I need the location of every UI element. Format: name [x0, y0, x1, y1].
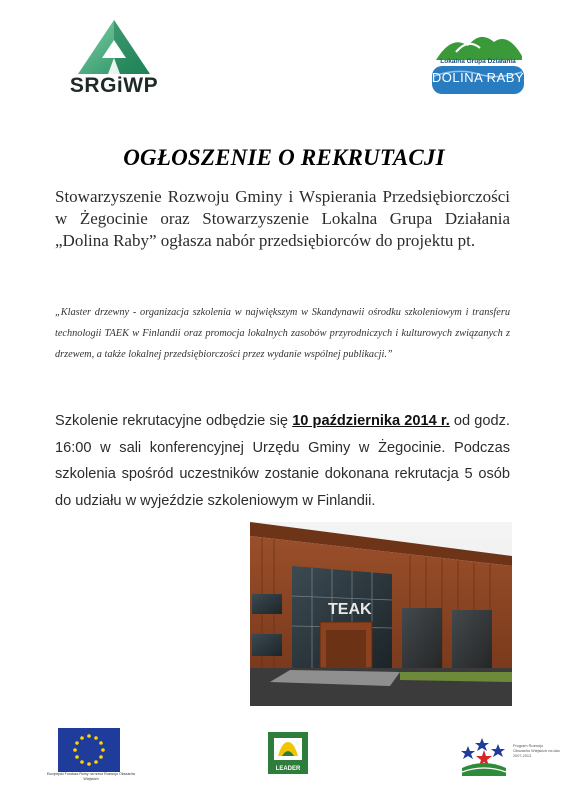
- leader-logo: [268, 732, 308, 774]
- prow-logo: [458, 732, 510, 778]
- project-title-quote: „Klaster drzewny - organizacja szkolenia w największym w Skandynawii ośrodku szkoleniowym i transferu technologii TAEK w Finlandii oraz promocja lokalnych zasobów przyrodniczych i kulturowych związanych z drzewem, a także lokalnej przedsiębiorczości przez wydanie wspólnej publikacji.”: [55, 307, 510, 360]
- leader-icon: [268, 732, 308, 774]
- lgd-logo-big-text: DOLINA RABY: [431, 70, 525, 85]
- details-suffix: od godz. 16:00 w sali konferencyjnej Urzędu Gminy w Żegocinie. Podczas szkolenia spośród uczestników zostanie dokonana rekrutacja 5 osób do udziału w wyjeździe szkoleniowym w Finlandii.: [55, 413, 510, 509]
- lgd-logo-small-text: Lokalna Grupa Działania: [440, 58, 516, 65]
- lgd-dolina-raby-logo: [428, 28, 528, 98]
- eu-caption: Europejski Fundusz Rolny na rzecz Rozwoju Obszarów Wiejskich: [46, 772, 136, 781]
- srgiwp-logo-text: SRGiWP: [69, 74, 159, 97]
- training-date: 10 października 2014 r.: [292, 413, 450, 429]
- page-title: OGŁOSZENIE O REKRUTACJI: [123, 145, 445, 170]
- details-paragraph: [55, 408, 510, 514]
- prow-caption: Program Rozwoju Obszarów Wiejskich na lata 2007-2013: [513, 744, 560, 758]
- eu-flag-logo: [58, 728, 120, 772]
- leader-text: LEADER: [275, 766, 301, 772]
- prow-stars-icon: [458, 732, 510, 778]
- building-sign: TEAK: [328, 601, 372, 618]
- details-prefix: Szkolenie rekrutacyjne odbędzie się: [55, 413, 293, 429]
- teak-building-illustration: [250, 522, 512, 706]
- building-photo: [250, 522, 512, 706]
- srgiwp-logo: [50, 18, 178, 102]
- eu-flag-icon: [58, 728, 120, 772]
- srgiwp-pyramid-icon: [50, 18, 178, 78]
- intro-paragraph: Stowarzyszenie Rozwoju Gminy i Wspierania Przedsiębiorczości w Żegocinie oraz Stowarzyszenie Lokalna Grupa Działania „Dolina Raby” ogłasza nabór przedsiębiorców do projektu pt.: [55, 187, 510, 250]
